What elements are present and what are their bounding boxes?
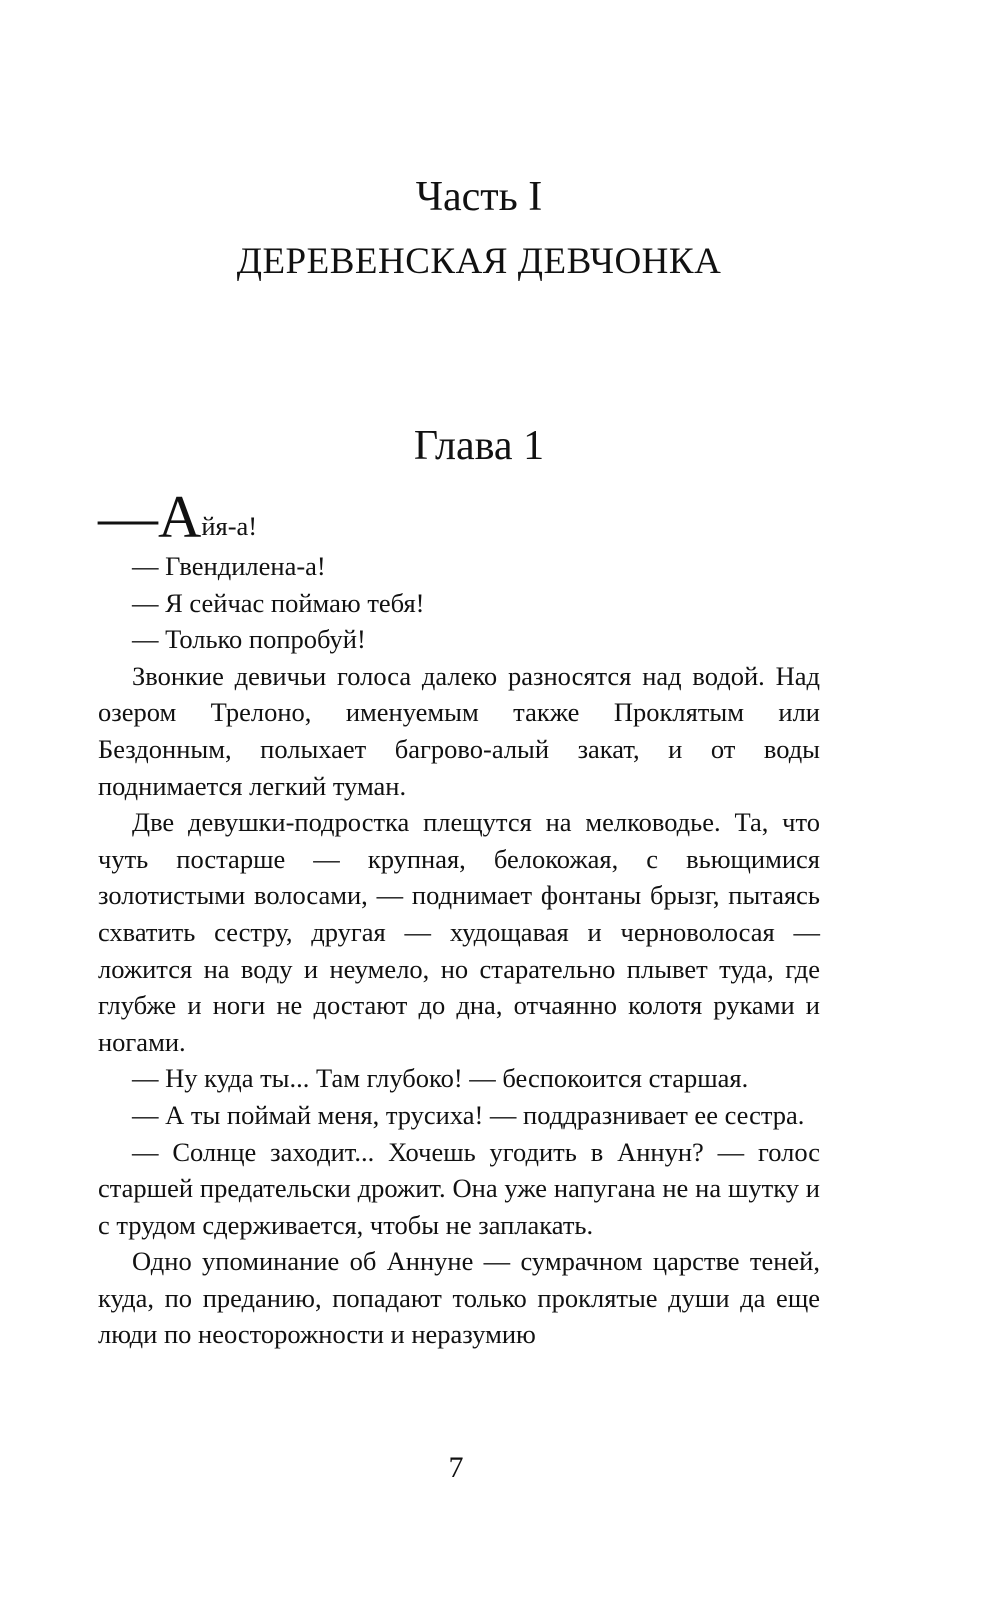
paragraph: Одно упоминание об Аннуне — сумрачном царстве теней, куда, по преданию, попадают только проклятые души да еще люди по неосторожности и неразумию bbox=[98, 1246, 820, 1350]
page-number: 7 bbox=[448, 1451, 464, 1484]
chapter-title: Глава 1 bbox=[413, 423, 545, 469]
paragraph: — А ты поймай меня, трусиха! — поддразнивает ее сестра. bbox=[132, 1099, 805, 1130]
paragraph: — Только попробуй! bbox=[132, 624, 366, 655]
paragraph: — Ну куда ты... Там глубоко! — беспокоится старшая. bbox=[132, 1063, 749, 1094]
drop-cap-letter: А bbox=[158, 484, 202, 550]
paragraph: Две девушки-подростка плещутся на мелководье. Та, что чуть постарше — крупная, белокожая, с вьющимися золотистыми волосами, — поднимает фонтаны брызг, пытаясь схватить сестру, другая — худощавая и черноволосая — ложится на воду и неумело, но старательно плывет туда, где глубже и ноги не достают до дна, отчаянно колотя руками и ногами. bbox=[98, 807, 820, 1057]
paragraph: — Я сейчас поймаю тебя! bbox=[132, 587, 425, 618]
part-subtitle: ДЕРЕВЕНСКАЯ ДЕВЧОНКА bbox=[236, 241, 722, 282]
paragraph: — Солнце заходит... Хочешь угодить в Аннун? — голос старшей предательски дрожит. Она уже напугана не на шутку и с трудом сдерживается, чтобы не заплакать. bbox=[98, 1136, 820, 1240]
part-title: Часть I bbox=[415, 174, 543, 220]
opening-rest: йя-а! bbox=[201, 511, 258, 541]
chapter-body bbox=[98, 484, 820, 1353]
drop-dash: — bbox=[98, 484, 158, 550]
paragraph: — Гвендилена-а! bbox=[132, 551, 326, 581]
paragraph: Звонкие девичьи голоса далеко разносятся над водой. Над озером Трелоно, именуемым также Проклятым или Бездонным, полыхает багрово-алый закат, и от воды поднимается легкий туман. bbox=[98, 660, 820, 801]
opening-line bbox=[98, 484, 820, 550]
